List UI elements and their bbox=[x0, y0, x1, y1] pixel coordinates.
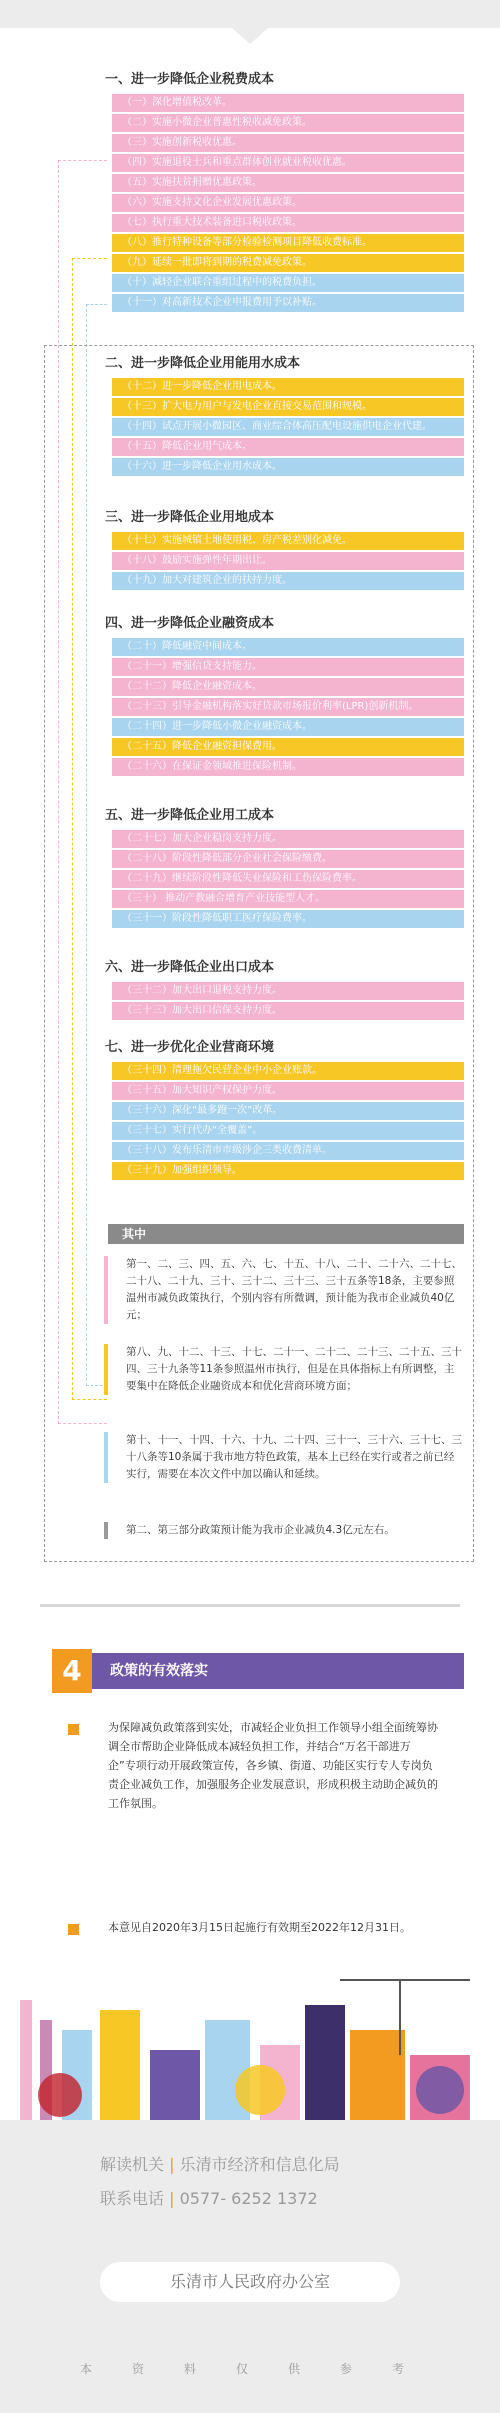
phone-value: 0577- 6252 1372 bbox=[179, 2189, 318, 2208]
section4-header bbox=[52, 1653, 464, 1689]
section-title: 一、进一步降低企业税费成本 bbox=[105, 72, 275, 87]
policy-item: （三）实施创新税收优惠。 bbox=[112, 134, 464, 152]
policy-item: （十）减轻企业联合重组过程中的税费负担。 bbox=[112, 274, 464, 292]
policy-item: （三十） 推动产教融合增育产业技能型人才。 bbox=[112, 890, 464, 908]
policy-item: （十一）对高新技术企业申报费用予以补贴。 bbox=[112, 294, 464, 312]
policy-item: （三十九）加强组织领导。 bbox=[112, 1162, 464, 1180]
policy-item: （七）执行重大技术装备进口税收政策。 bbox=[112, 214, 464, 232]
interpret-value: 乐清市经济和信息化局 bbox=[179, 2155, 340, 2174]
policy-item: （十六）进一步降低企业用水成本。 bbox=[112, 458, 464, 476]
policy-item: （二十）降低融资中间成本。 bbox=[112, 638, 464, 656]
policy-item: （一）深化增值税改革。 bbox=[112, 94, 464, 112]
interpret-label: 解读机关 bbox=[100, 2155, 165, 2174]
policy-item: （三十一）阶段性降低职工医疗保险费率。 bbox=[112, 910, 464, 928]
section-title: 七、进一步优化企业营商环境 bbox=[105, 1040, 275, 1055]
footer bbox=[0, 2120, 500, 2413]
section-title: 五、进一步降低企业用工成本 bbox=[105, 808, 275, 823]
policy-item: （二十四）进一步降低小微企业融资成本。 bbox=[112, 718, 464, 736]
policy-item: （二十一）增强信贷支持能力。 bbox=[112, 658, 464, 676]
summary-color-bar bbox=[104, 1344, 108, 1395]
policy-item: （十七）实施城镇土地使用税、房产税差别化减免。 bbox=[112, 532, 464, 550]
section4-paragraph-1: 为保障减负政策落到实处，市减轻企业负担工作领导小组全面统筹协调全市帮助企业降低成本减轻负担工作，并结合“万名干部进万企”专项行动开展政策宣传，各乡镇、街道、功能区实行专人专岗负责企业减负工作，加强服务企业发展意识，形成积极主动助企减负的工作氛围。 bbox=[108, 1721, 438, 1810]
policy-item: （三十四）清理拖欠民营企业中小企业账款。 bbox=[112, 1062, 464, 1080]
summary-text: 第二、第三部分政策预计能为我市企业减负4.3亿元左右。 bbox=[126, 1524, 395, 1536]
city-skyline-illustration bbox=[0, 1960, 500, 2125]
policy-item: （十八）鼓励实施弹性年期出让。 bbox=[112, 552, 464, 570]
policy-item: （三十七）实行代办“全覆盖”。 bbox=[112, 1122, 464, 1140]
section-title: 二、进一步降低企业用能用水成本 bbox=[105, 356, 301, 371]
divider bbox=[40, 1604, 460, 1607]
section4-paragraph-2: 本意见自2020年3月15日起施行有效期至2022年12月31日。 bbox=[108, 1921, 411, 1934]
reference-note: 本资料仅供参考 bbox=[80, 2362, 445, 2376]
policy-item: （十二）进一步降低企业用电成本。 bbox=[112, 378, 464, 396]
policy-item: （五）实施扶贫捐赠优惠政策。 bbox=[112, 174, 464, 192]
section-title: 六、进一步降低企业出口成本 bbox=[105, 960, 275, 975]
policy-item: （二十九）继续阶段性降低失业保险和工伤保险费率。 bbox=[112, 870, 464, 888]
top-bar bbox=[0, 0, 500, 28]
phone-label: 联系电话 bbox=[100, 2189, 165, 2208]
section4-number: 4 bbox=[52, 1649, 92, 1693]
policy-item: （二十五）降低企业融资担保费用。 bbox=[112, 738, 464, 756]
policy-item: （二十八）阶段性降低部分企业社会保险缴费。 bbox=[112, 850, 464, 868]
policy-item: （二十六）在保证金领域推进保险机制。 bbox=[112, 758, 464, 776]
policy-item: （四）实施退役士兵和重点群体创业就业税收优惠。 bbox=[112, 154, 464, 172]
summary-text: 第十、十一、十四、十六、十九、二十四、三十一、三十六、三十七、三十八条等10条属于我市地方特色政策，基本上已经在实行或者之前已经实行，需要在本次文件中加以确认和延续。 bbox=[126, 1434, 462, 1480]
summary-block bbox=[114, 1256, 464, 1324]
policy-item: （六）实施支持文化企业发展优惠政策。 bbox=[112, 194, 464, 212]
section-title: 三、进一步降低企业用地成本 bbox=[105, 510, 275, 525]
policy-item: （二十三）引导金融机构落实好贷款市场报价利率(LPR)创新机制。 bbox=[112, 698, 464, 716]
summary-color-bar bbox=[104, 1256, 108, 1324]
summary-block bbox=[114, 1432, 464, 1483]
footer-phone: 联系电话 | 0577- 6252 1372 bbox=[100, 2189, 318, 2208]
policy-item: （十九）加大对建筑企业的扶持力度。 bbox=[112, 572, 464, 590]
policy-item: （十四）试点开展小微园区、商业综合体高压配电设施供电企业代建。 bbox=[112, 418, 464, 436]
summary-text: 第一、二、三、四、五、六、七、十五、十八、二十、二十六、二十七、二十八、二十九、三十、三十二、三十三、三十五条等18条，主要参照温州市减负政策执行，个别内容有所微调，预计能为我市企业减负40亿元； bbox=[126, 1258, 462, 1321]
policy-item: （三十六）深化“最多跑一次”改革。 bbox=[112, 1102, 464, 1120]
policy-item: （三十二）加大出口退税支持力度。 bbox=[112, 982, 464, 1000]
policy-item: （三十八）发布乐清市市级涉企三类收费清单。 bbox=[112, 1142, 464, 1160]
summary-color-bar bbox=[104, 1522, 108, 1539]
office-badge: 乐清市人民政府办公室 bbox=[100, 2262, 400, 2302]
summary-heading: 其中 bbox=[108, 1224, 464, 1244]
policy-item: （二）实施小微企业普惠性税收减免政策。 bbox=[112, 114, 464, 132]
section4-title: 政策的有效落实 bbox=[110, 1663, 208, 1679]
section-title: 四、进一步降低企业融资成本 bbox=[105, 616, 275, 631]
footer-interpret: 解读机关 | 乐清市经济和信息化局 bbox=[100, 2155, 340, 2174]
bullet-square-icon bbox=[68, 1724, 79, 1735]
policy-item: （三十五）加大知识产权保护力度。 bbox=[112, 1082, 464, 1100]
summary-text: 第八、九、十二、十三、十七、二十一、二十二、二十三、二十五、三十四、三十九条等11条参照温州市执行，但是在具体指标上有所调整，主要集中在降低企业融资成本和优化营商环境方面； bbox=[126, 1346, 462, 1392]
summary-block bbox=[114, 1344, 464, 1395]
policy-item: （九）延续一批即将到期的税费减免政策。 bbox=[112, 254, 464, 272]
policy-item: （十五）降低企业用气成本。 bbox=[112, 438, 464, 456]
bullet-square-icon bbox=[68, 1924, 79, 1935]
summary-block bbox=[114, 1522, 464, 1539]
policy-item: （八）推行特种设备等部分检验检测项目降低收费标准。 bbox=[112, 234, 464, 252]
policy-item: （三十三）加大出口信保支持力度。 bbox=[112, 1002, 464, 1020]
policy-item: （二十二）降低企业融资成本。 bbox=[112, 678, 464, 696]
top-notch bbox=[232, 28, 268, 44]
policy-item: （十三）扩大电力用户与发电企业直接交易范围和规模。 bbox=[112, 398, 464, 416]
summary-color-bar bbox=[104, 1432, 108, 1483]
policy-item: （二十七）加大企业稳岗支持力度。 bbox=[112, 830, 464, 848]
